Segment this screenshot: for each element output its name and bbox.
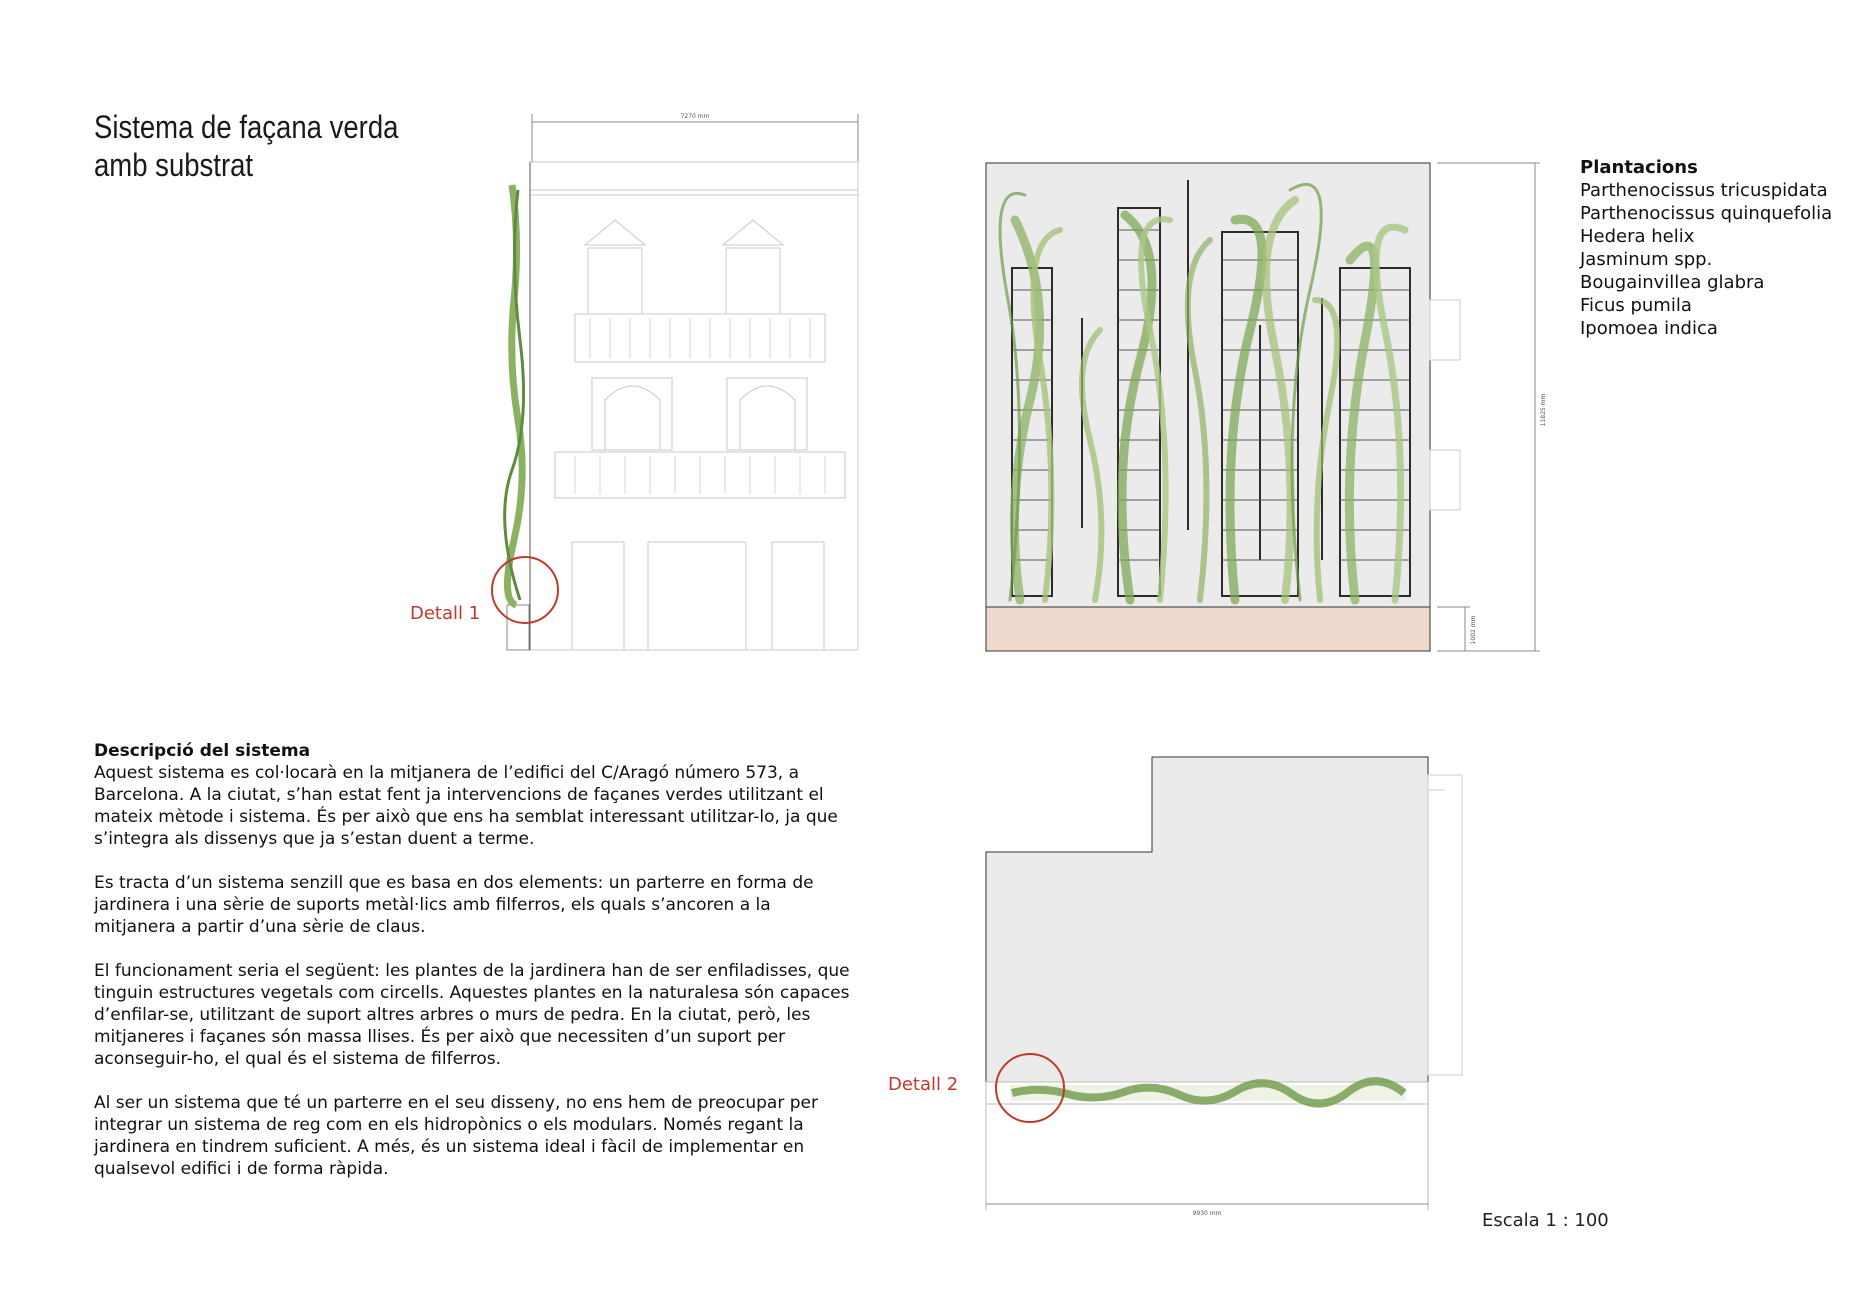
plant-item: Ipomoea indica	[1580, 318, 1718, 339]
plant-item: Bougainvillea glabra	[1580, 272, 1765, 293]
title-line-1: Sistema de façana verda	[94, 109, 399, 145]
dimension-base: 1002 mm	[1470, 615, 1477, 645]
plant-item: Ficus pumila	[1580, 295, 1692, 316]
dimension-top: 7270 mm	[680, 113, 710, 120]
detail-1-label: Detall 1	[410, 603, 481, 624]
section-elevation-drawing	[492, 113, 858, 650]
description-paragraph: Aquest sistema es col·locarà en la mitjanera de l’edifici del C/Aragó número 573, a Barcelona. A la ciutat, s’han estat fent ja intervencions de façanes verdes utilitzant el mateix mètode i sistema. És per això que ens ha semblat interessant utilitzar-lo, ja que s’integra als dissenys que ja s’estan duent a terme.	[94, 763, 838, 849]
description-paragraph: El funcionament seria el següent: les plantes de la jardinera han de ser enfiladisses, que tinguin estructures vegetals com circells. Aquestes plantes en la naturalesa són capaces d’enfilar-se, utilitzant de suport altres arbres o murs de pedra. En la ciutat, però, les mitjaneres i façanes són massa llises. És per això que necessiten d’un suport per aconseguir-ho, el qual és el sistema de filferros.	[94, 961, 850, 1069]
plant-item: Parthenocissus tricuspidata	[1580, 180, 1828, 201]
plant-item: Parthenocissus quinquefolia	[1580, 203, 1833, 224]
description-heading: Descripció del sistema	[94, 741, 311, 761]
description-paragraph: Es tracta d’un sistema senzill que es basa en dos elements: un parterre en forma de jardinera i una sèrie de suports metàl·lics amb filferros, els quals s’ancoren a la mitjanera a partir d’una sèrie de claus.	[94, 873, 814, 937]
detail-2-label: Detall 2	[888, 1074, 959, 1095]
plant-item: Jasminum spp.	[1580, 249, 1713, 270]
plant-item: Hedera helix	[1580, 226, 1695, 247]
dimension-bottom: 9930 mm	[1192, 1210, 1222, 1217]
dimension-height: 11825 mm	[1540, 393, 1547, 427]
plan-drawing	[986, 757, 1462, 1217]
title-line-2: amb substrat	[94, 147, 254, 183]
description-paragraph: Al ser un sistema que té un parterre en el seu disseny, no ens hem de preocupar per integrar un sistema de reg com en els hidropònics o els modulars. Només regant la jardinera en tindrem suficient. A més, és un sistema ideal i fàcil de implementar en qualsevol edifici i de forma ràpida.	[94, 1093, 818, 1179]
facade-elevation-drawing	[986, 163, 1547, 651]
plantations-heading: Plantacions	[1580, 157, 1698, 178]
scale-label: Escala 1 : 100	[1482, 1210, 1609, 1231]
